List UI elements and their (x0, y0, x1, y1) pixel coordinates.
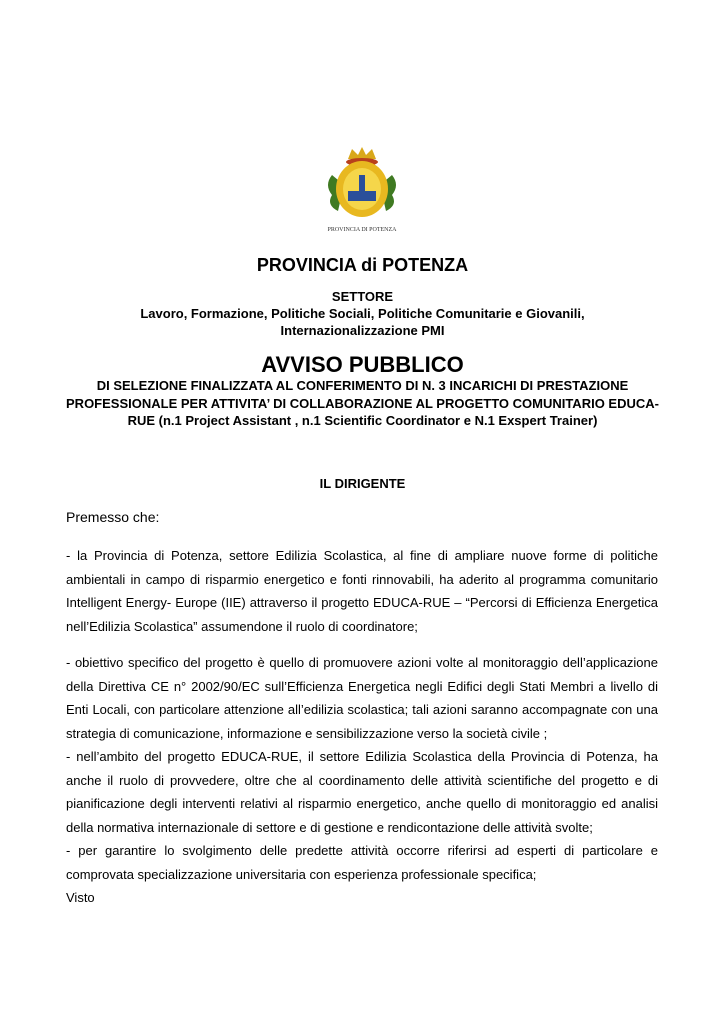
dirigente-heading: IL DIRIGENTE (319, 476, 406, 491)
settore-line: Internazionalizzazione PMI (280, 323, 445, 338)
svg-text:PROVINCIA DI POTENZA: PROVINCIA DI POTENZA (327, 227, 397, 233)
avviso-title: AVVISO PUBBLICO (261, 352, 464, 377)
paragraph (66, 651, 658, 910)
provincia-coat-of-arms-logo (318, 145, 406, 235)
paragraph-text: - la Provincia di Potenza, settore Edilizia Scolastica, al fine di ampliare nuove forme di politiche ambientali in campo di risparmio energetico e fonti rinnovabili, ha aderito al programma comunitario Intelligent Energy- Europe (IIE) attraverso il progetto EDUCA-RUE – “Percorsi di Efficienza Energetica nell’Edilizia Scolastica” assumendone il ruolo di coordinatore; (66, 548, 658, 634)
settore-block (0, 288, 725, 339)
paragraph (66, 544, 658, 638)
settore-label: SETTORE (331, 289, 394, 304)
visto-text: Visto (66, 890, 95, 905)
avviso-subtitle: DI SELEZIONE FINALIZZATA AL CONFERIMENTO DI N. 3 INCARICHI DI PRESTAZIONE PROFESSIONALE PER ATTIVITA’ DI COLLABORAZIONE AL PROGETTO COMUNITARIO EDUCA-RUE (n.1 Project Assistant , n.1 Scientific Coordinator e N.1 Exspert Trainer) (66, 378, 659, 428)
premesso-label: Premesso che: (66, 509, 160, 525)
paragraph-text: - nell’ambito del progetto EDUCA-RUE, il settore Edilizia Scolastica della Provincia di Potenza, ha anche il ruolo di provvedere, oltre che al coordinamento delle attività scientifiche del progetto e di pianificazione degli interventi relativi al risparmio energetico, anche quello di monitoraggio ed analisi della normativa internazionale di settore e di gestione e rendicontazione delle attività svolte; (66, 749, 658, 835)
settore-line: Lavoro, Formazione, Politiche Sociali, Politiche Comunitarie e Giovanili, (140, 306, 585, 321)
page-title: PROVINCIA di POTENZA (256, 255, 469, 275)
paragraph-text: - obiettivo specifico del progetto è quello di promuovere azioni volte al monitoraggio dell’applicazione della Direttiva CE n° 2002/90/EC sull’Efficienza Energetica negli Edifici degli Stati Membri a livello di Enti Locali, con particolare attenzione all’edilizia scolastica; tali azioni saranno accompagnate con una strategia di comunicazione, informazione e sensibilizzazione verso la società civile ; (66, 655, 658, 741)
paragraph-text: - per garantire lo svolgimento delle predette attività occorre riferirsi ad esperti di particolare e comprovata specializzazione universitaria con esperienza professionale specifica; (66, 843, 658, 882)
